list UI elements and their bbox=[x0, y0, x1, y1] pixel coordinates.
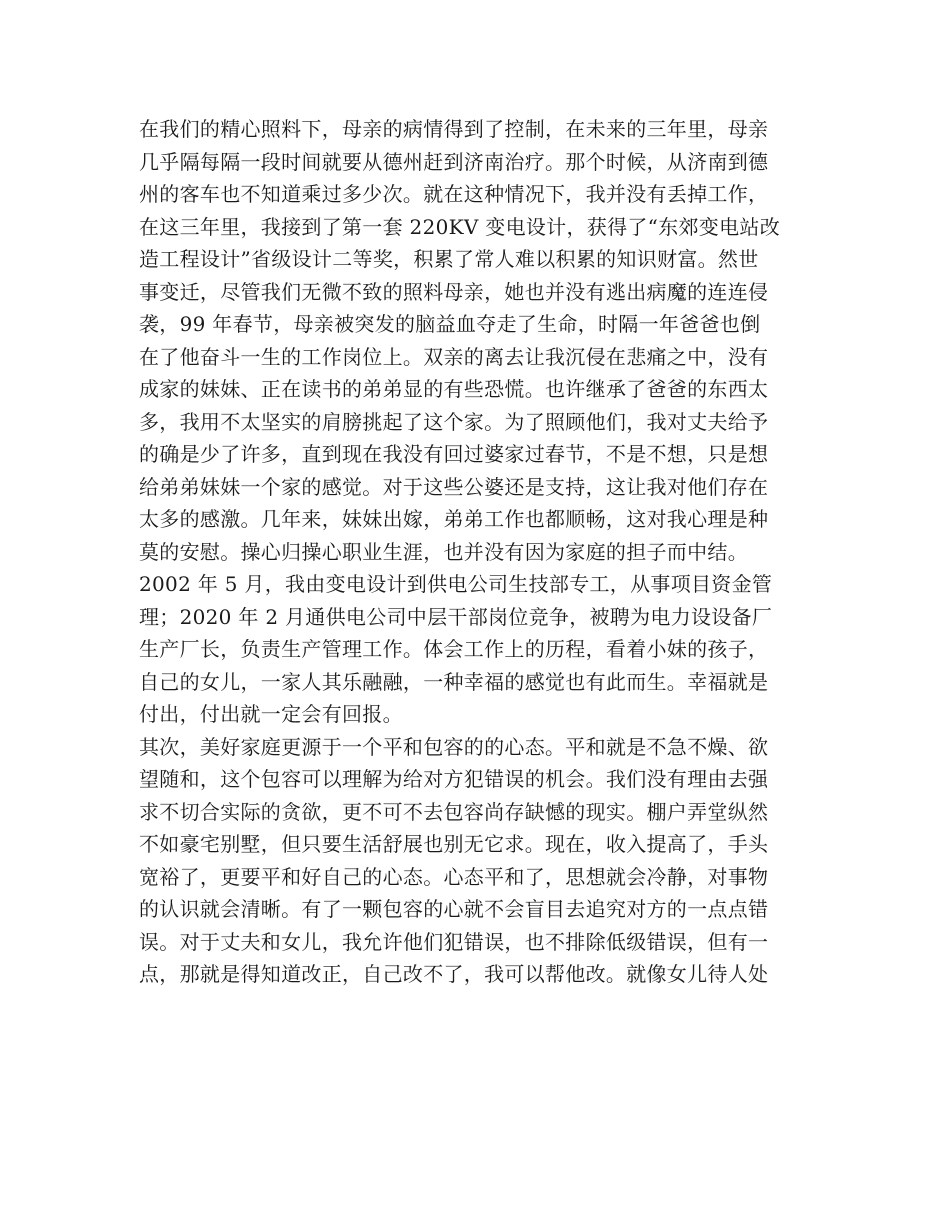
text-line: 的确是少了许多，直到现在我没有回过婆家过春节，不是不想，只是想 bbox=[139, 442, 769, 466]
text-line: 莫的安慰。操心归操心职业生涯，也并没有因为家庭的担子而中结。 bbox=[139, 539, 748, 564]
text-line: 其次，美好家庭更源于一个平和包容的的心态。平和就是不急不燥、欲 bbox=[139, 734, 769, 759]
text-line: 几乎隔每隔一段时间就要从德州赶到济南治疗。那个时候，从济南到德 bbox=[139, 149, 769, 174]
text-line: 付出，付出就一定会有回报。 bbox=[139, 702, 403, 726]
text-line: 太多的感激。几年来，妹妹出嫁，弟弟工作也都顺畅，这对我心理是种 bbox=[139, 507, 769, 531]
text-line: 自己的女儿，一家人其乐融融，一种幸福的感觉也有此而生。幸福就是 bbox=[139, 669, 769, 694]
text-line: 在我们的精心照料下，母亲的病情得到了控制，在未来的三年里，母亲 bbox=[139, 117, 769, 141]
text-line: 望随和，这个包容可以理解为给对方犯错误的机会。我们没有理由去强 bbox=[139, 767, 769, 791]
text-line: 造工程设计”省级设计二等奖，积累了常人难以积累的知识财富。然世 bbox=[139, 247, 759, 271]
text-line: 事变迁，尽管我们无微不致的照料母亲，她也并没有逃出病魔的连连侵 bbox=[139, 279, 769, 304]
text-line: 理；2020 年 2 月通供电公司中层干部岗位竞争，被聘为电力设设备厂 bbox=[139, 604, 773, 629]
text-line: 点，那就是得知道改正，自己改不了，我可以帮他改。就像女儿待人处 bbox=[139, 962, 769, 986]
text-line: 给弟弟妹妹一个家的感觉。对于这些公婆还是支持，这让我对他们存在 bbox=[139, 474, 769, 499]
text-line: 宽裕了，更要平和好自己的心态。心态平和了，思想就会冷静，对事物 bbox=[139, 864, 769, 889]
text-line: 州的客车也不知道乘过多少次。就在这种情况下，我并没有丢掉工作， bbox=[139, 182, 769, 206]
text-line: 的认识就会清晰。有了一颗包容的心就不会盲目去追究对方的一点点错 bbox=[139, 897, 769, 921]
text-line: 袭，99 年春节，母亲被突发的脑益血夺走了生命，时隔一年爸爸也倒 bbox=[139, 312, 761, 336]
text-line: 不如豪宅别墅，但只要生活舒展也别无它求。现在，收入提高了，手头 bbox=[139, 832, 769, 856]
text-line: 多，我用不太坚实的肩膀挑起了这个家。为了照顾他们，我对丈夫给予 bbox=[139, 409, 769, 434]
text-line: 误。对于丈夫和女儿，我允许他们犯错误，也不排除低级错误，但有一 bbox=[139, 929, 769, 954]
text-line: 求不切合实际的贪欲，更不可不去包容尚存缺憾的现实。棚户弄堂纵然 bbox=[139, 799, 769, 824]
document-body-text bbox=[139, 113, 819, 991]
text-line: 生产厂长，负责生产管理工作。体会工作上的历程，看着小妹的孩子， bbox=[139, 637, 769, 661]
text-line: 在了他奋斗一生的工作岗位上。双亲的离去让我沉侵在悲痛之中，没有 bbox=[139, 344, 769, 369]
text-line: 在这三年里，我接到了第一套 220KV 变电设计，获得了“东郊变电站改 bbox=[139, 214, 780, 239]
text-line: 2002 年 5 月，我由变电设计到供电公司生技部专工，从事项目资金管 bbox=[139, 572, 773, 596]
text-line: 成家的妹妹、正在读书的弟弟显的有些恐慌。也许继承了爸爸的东西太 bbox=[139, 377, 769, 401]
